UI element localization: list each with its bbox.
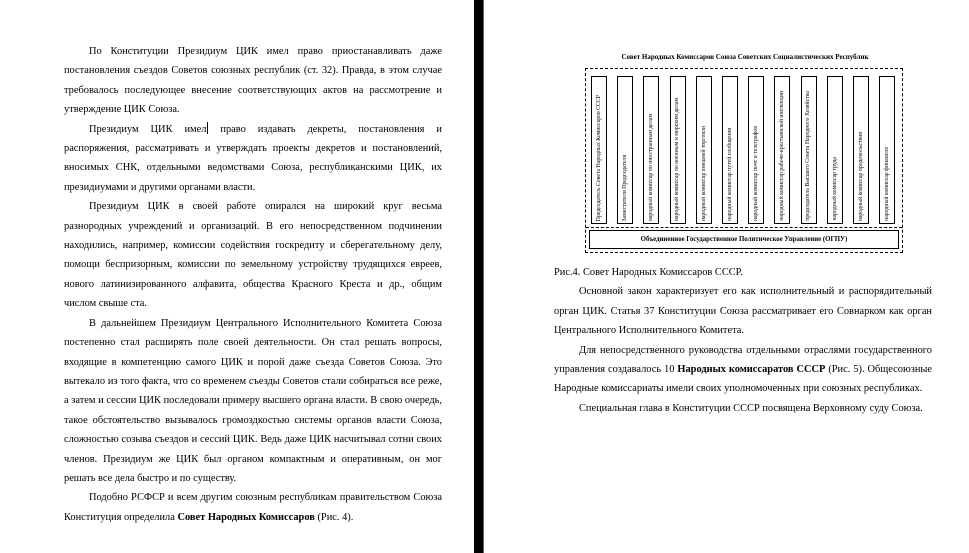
diagram-column-box <box>879 76 895 224</box>
diagram-divider <box>586 227 902 228</box>
diagram-column-label: народный комиссар финансов <box>883 147 890 221</box>
diagram-title: Совет Народных Комиссаров Союза Советских Социалистических Республик <box>621 53 869 61</box>
diagram-column-label: председатель Высшего Совета Народного Хозяйства <box>805 91 812 221</box>
right-page-text[interactable] <box>554 263 932 418</box>
paragraph[interactable]: Специальная глава в Конституции СССР посвящена Верховному суду Союза. <box>579 402 923 414</box>
diagram-column-box <box>670 76 686 224</box>
text-run: Подобно РСФСР и всем другим союзным республикам правительством Союза Конституция определила <box>64 492 442 523</box>
text-run: право издавать декреты, постановления и распоряжения, рассматривать и утверждать проекты декретов и постановлений, вносимых СНК, отдельными ведомствами Союза, республиканскими ЦИК, их президиумами и другими органами власти. <box>64 123 442 193</box>
diagram-column-label: народный комиссар рабоче-крестьянской инспекции <box>779 91 786 221</box>
diagram-column-label: народный комиссар почт и телеграфов <box>752 125 759 221</box>
diagram-column-label: народный комиссар по военным и морским делам <box>674 97 681 221</box>
diagram-column-label: народный комиссар труда <box>831 157 838 221</box>
bold-term: Народных комиссаратов СССР <box>677 364 826 376</box>
paragraph[interactable]: По Конституции Президиум ЦИК имел право приостанавливать даже постановления съездов Советов союзных республик (ст. 32). Правда, в этом случае требовалось последующее внесение соответствующих актов на рассмотрение и утверждение ЦИК Союза. <box>64 46 442 116</box>
text-run: (Рис. 4). <box>314 511 354 523</box>
left-page-text[interactable] <box>64 42 442 527</box>
page-gutter <box>474 0 484 553</box>
diagram-column-label: Заместители Председателя <box>621 154 628 221</box>
diagram-column-label: Председатель Совета Народных Комиссаров СССР <box>595 94 602 221</box>
diagram-column-label: народный комиссар путей сообщения <box>726 128 733 221</box>
diagram-column-label: народный комиссар внешней торговли <box>700 125 707 221</box>
diagram-columns <box>591 76 903 224</box>
sovnarkom-diagram <box>582 53 908 259</box>
diagram-column-box <box>853 76 869 224</box>
diagram-column-box <box>827 76 843 224</box>
bold-term: Совет Народных Комиссаров <box>177 511 315 523</box>
paragraph[interactable]: В дальнейшем Президиум Центрального Исполнительного Комитета Союза постепенно стал расширять поле своей деятельности. Он стал решать вопросы, входящие в компетенцию самого ЦИК и порой даже съезда Советов Союза. Это вытекало из того факта, что со временем съезды Советов стали собираться все реже, а затем и сессии ЦИК последовали примеру высшего органа власти. В свою очередь, такое обстоятельство вызывалось громоздкостью системы органов власти Союза, сложностью созыва съездов и сессий ЦИК. Ведь даже ЦИК насчитывал сотни своих членов. Президиум же ЦИК был органом компактным и оперативным, он мог решать все дела быстро и по существу. <box>64 317 442 484</box>
document-page-left <box>0 0 474 553</box>
diagram-column-box <box>591 76 607 224</box>
diagram-column-box <box>643 76 659 224</box>
paragraph[interactable] <box>64 488 442 527</box>
diagram-bottom-box: Объединенное Государственное Политическое Управление (ОГПУ) <box>589 230 899 249</box>
text-run: (Рис. 5). Общесоюзные Народные комиссариаты имели своих уполномоченных при союзных республиках. <box>554 364 932 395</box>
diagram-column-box <box>722 76 738 224</box>
paragraph[interactable] <box>554 341 932 399</box>
text-run: Президиум ЦИК имел <box>89 123 207 135</box>
diagram-column-box <box>748 76 764 224</box>
diagram-column-box <box>801 76 817 224</box>
paragraph[interactable]: Президиум ЦИК в своей работе опирался на широкий круг весьма разнородных учреждений и организаций. В его непосредственном подчинении находились, например, комиссии содействия госкредиту и сберегательному делу, помощи беспризорным, комиссии по земельному устройству трудящихся евреев, нового латинизированного алфавита, общества Красного Креста и др., общим числом свыше ста. <box>64 201 442 310</box>
paragraph[interactable]: Основной закон характеризует его как исполнительный и распорядительный орган ЦИК. Статья 37 Конституции Союза рассматривает его Совнарком как орган Центрального Исполнительного Комитета. <box>554 286 932 337</box>
diagram-column-label: народный комиссар по иностранным делам <box>648 113 655 221</box>
text-run: Для непосредственного руководства отдельными отраслями государственного управления создавалось 10 <box>554 344 932 376</box>
diagram-column-box <box>696 76 712 224</box>
paragraph[interactable] <box>64 120 442 198</box>
diagram-column-label: народный комиссар продовольствия <box>857 131 864 221</box>
figure-caption: Рис.4. Совет Народных Комиссаров СССР. <box>554 267 743 278</box>
diagram-column-box <box>774 76 790 224</box>
document-page-right <box>484 0 969 553</box>
diagram-column-box <box>617 76 633 224</box>
